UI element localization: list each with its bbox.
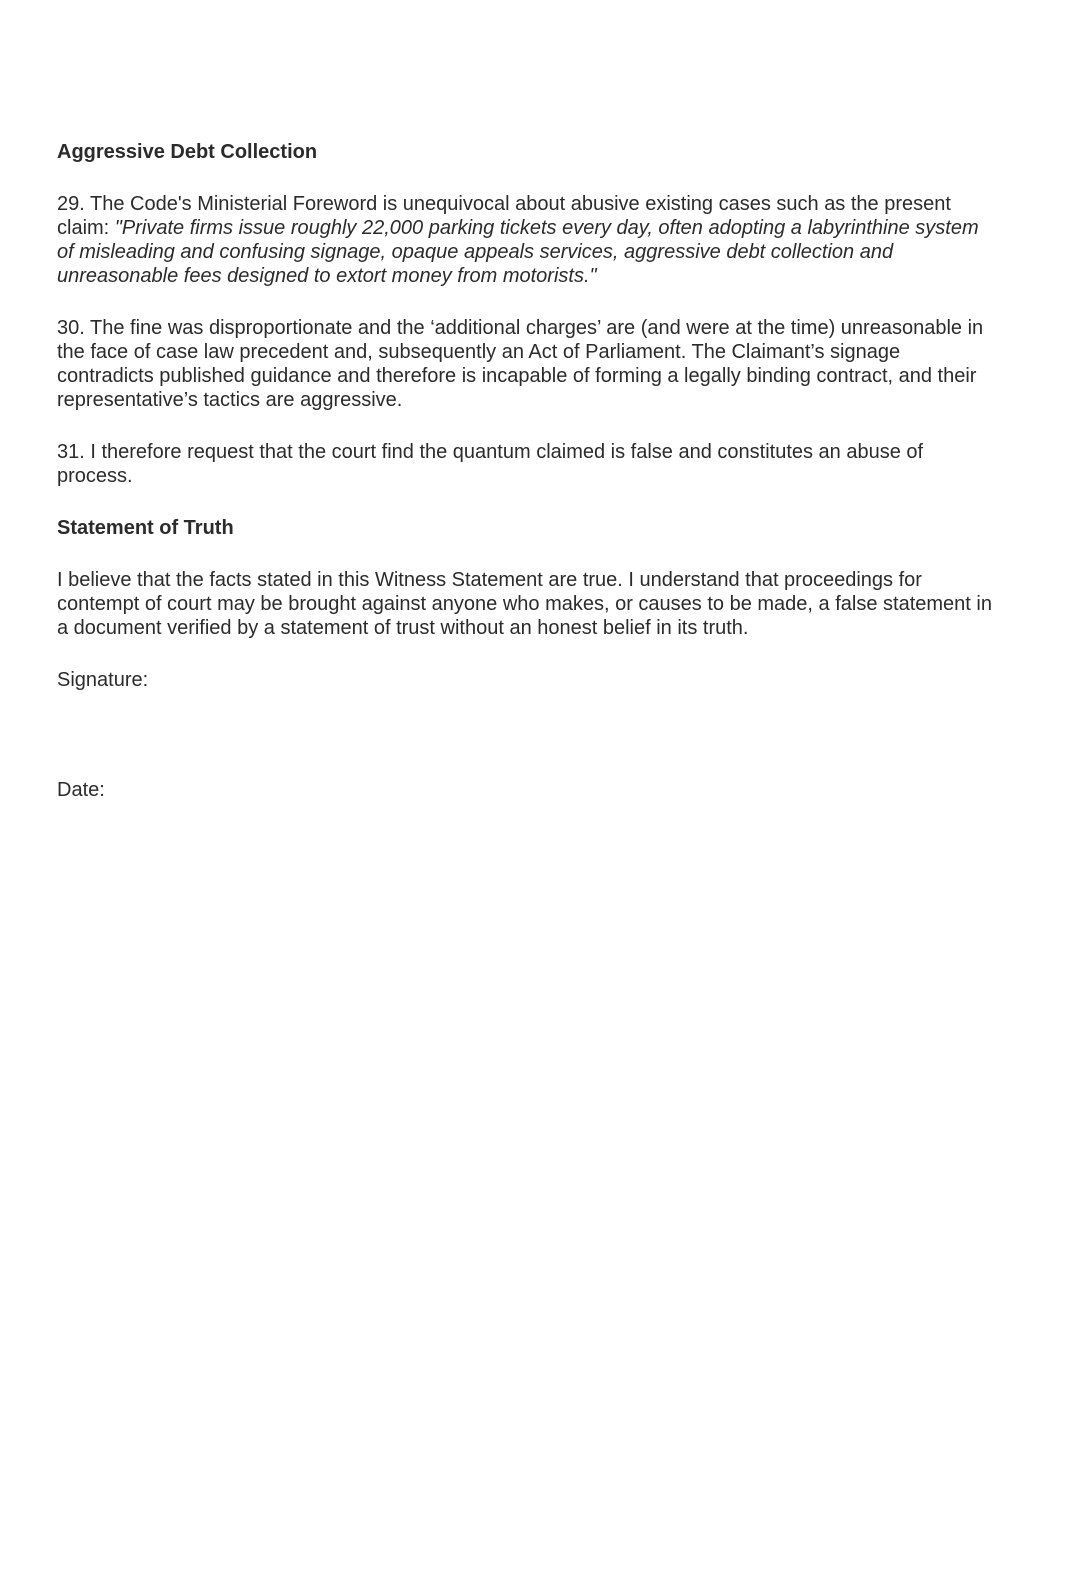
statement-of-truth-body: I believe that the facts stated in this Witness Statement are true. I understand that proceedings for contempt of court may be brought against anyone who makes, or causes to be made, a false statement in a document verified by a statement of trust without an honest belief in its truth. — [57, 569, 992, 639]
paragraph-30: 30. The fine was disproportionate and the ‘additional charges’ are (and were at the time) unreasonable in the face of case law precedent and, subsequently an Act of Parliament. The Claimant’s signage contradicts published guidance and therefore is incapable of forming a legally binding contract, and their representative’s tactics are aggressive. — [57, 317, 984, 411]
document-body — [57, 140, 997, 802]
date-label: Date: — [57, 779, 105, 801]
ministerial-foreword-quote: "Private firms issue roughly 22,000 parking tickets every day, often adopting a labyrinthine system of misleading and confusing signage, opaque appeals services, aggressive debt collection and unreasonable fees designed to extort money from motorists." — [57, 217, 979, 287]
paragraph-29 — [57, 192, 997, 288]
paragraph-29-lead: 29. The Code's Ministerial Foreword is unequivocal about abusive existing cases such as the present claim: — [57, 193, 951, 239]
signature-label: Signature: — [57, 669, 149, 691]
paragraph-31: 31. I therefore request that the court find the quantum claimed is false and constitutes an abuse of process. — [57, 441, 924, 487]
section-heading-aggressive-debt-collection: Aggressive Debt Collection — [57, 141, 318, 163]
section-heading-statement-of-truth: Statement of Truth — [57, 517, 234, 539]
